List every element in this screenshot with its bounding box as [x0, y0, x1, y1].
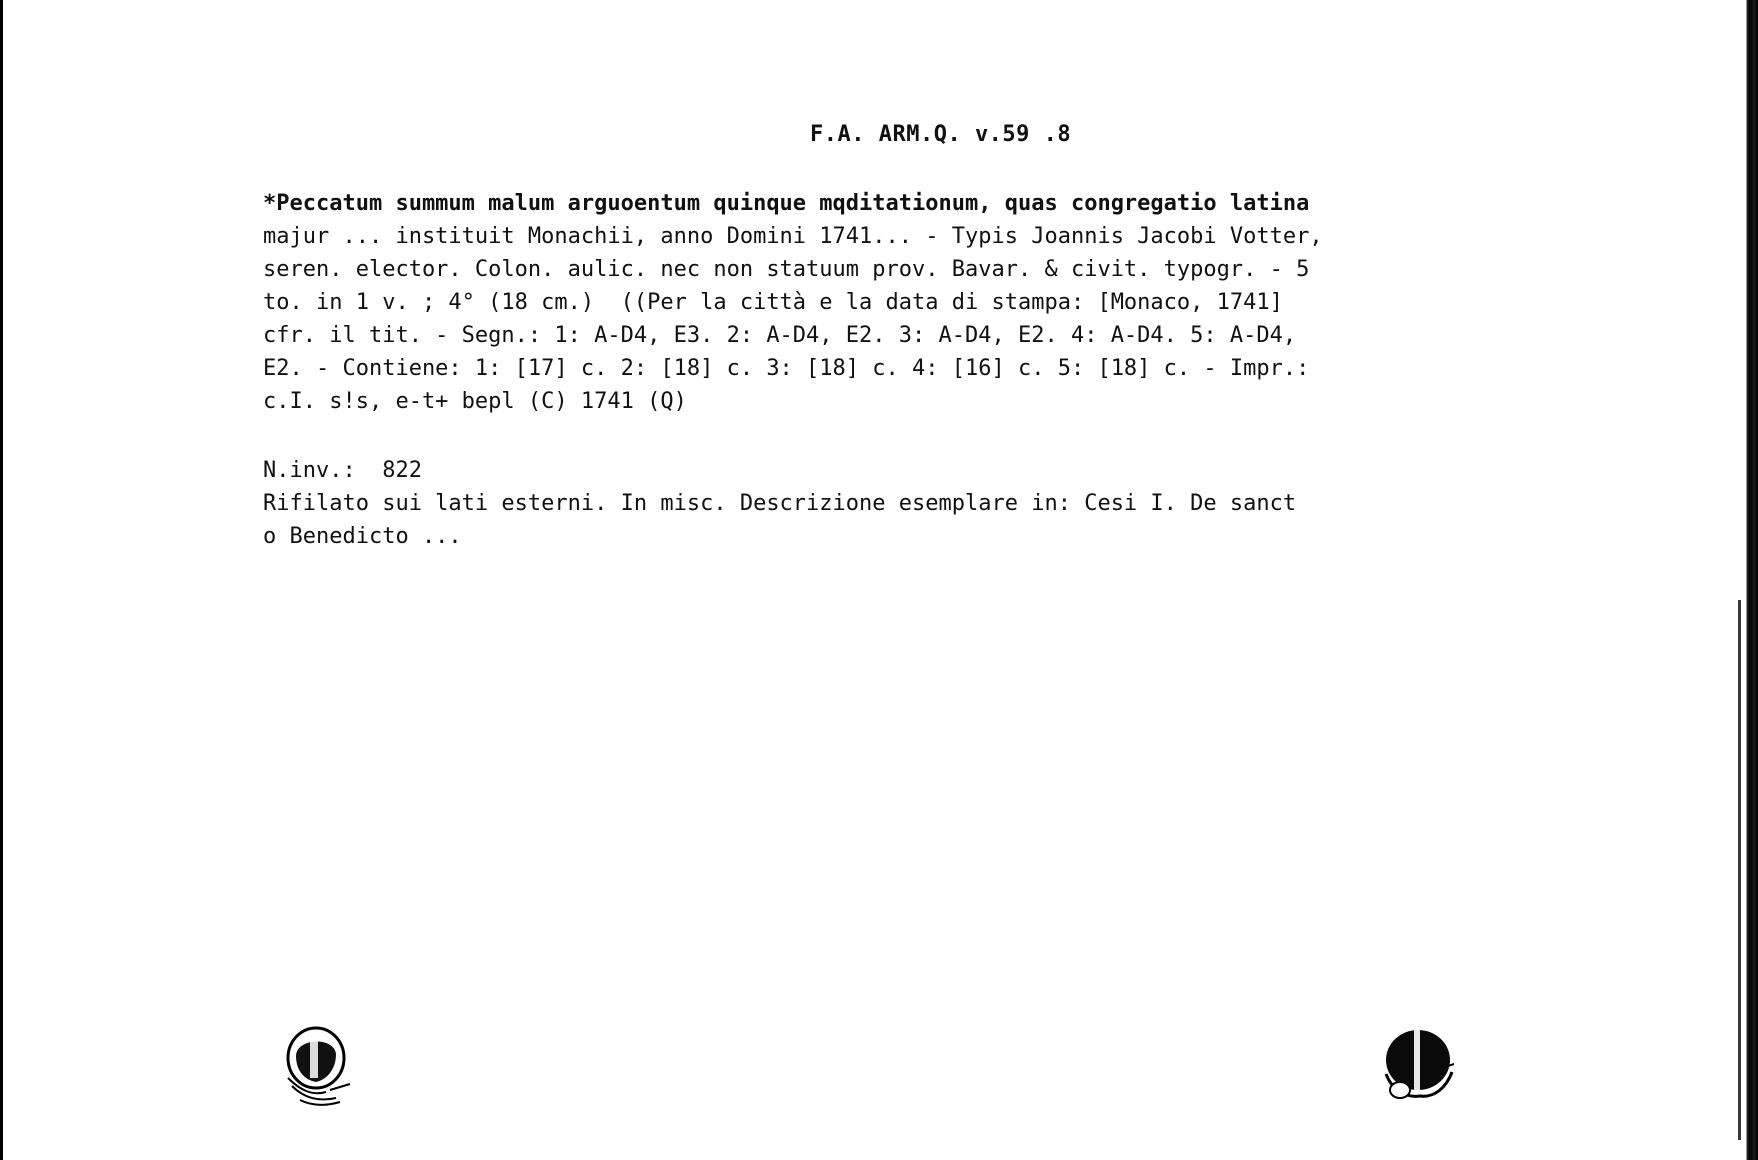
- punch-hole-right: [1382, 1026, 1454, 1108]
- copy-notes: [263, 454, 1297, 553]
- copy-note-line: o Benedicto ...: [263, 524, 462, 549]
- bibliographic-entry: [263, 187, 1323, 418]
- scan-edge-right: [1742, 0, 1758, 1160]
- scan-edge-left: [0, 0, 3, 1160]
- inventory-number: N.inv.: 822: [263, 458, 422, 483]
- shelfmark: F.A. ARM.Q. v.59 .8: [810, 122, 1072, 147]
- punch-hole-left: [282, 1026, 354, 1108]
- entry-line: cfr. il tit. - Segn.: 1: A-D4, E3. 2: A-D4, E2. 3: A-D4, E2. 4: A-D4. 5: A-D4,: [263, 323, 1297, 348]
- entry-line: seren. elector. Colon. aulic. nec non statuum prov. Bavar. & civit. typogr. - 5: [263, 257, 1310, 282]
- entry-line: c.I. s!s, e-t+ bepl (C) 1741 (Q): [263, 389, 687, 414]
- entry-line: E2. - Contiene: 1: [17] c. 2: [18] c. 3: [18] c. 4: [16] c. 5: [18] c. - Impr.:: [263, 356, 1310, 381]
- scan-edge-streak: [1738, 600, 1741, 1140]
- entry-line: majur ... instituit Monachii, anno Domini 1741... - Typis Joannis Jacobi Votter,: [263, 224, 1323, 249]
- entry-line: to. in 1 v. ; 4° (18 cm.) ((Per la città e la data di stampa: [Monaco, 1741]: [263, 290, 1283, 315]
- entry-line: *Peccatum summum malum arguoentum quinque mqditationum, quas congregatio latina: [263, 191, 1310, 216]
- copy-note-line: Rifilato sui lati esterni. In misc. Descrizione esemplare in: Cesi I. De sanct: [263, 491, 1297, 516]
